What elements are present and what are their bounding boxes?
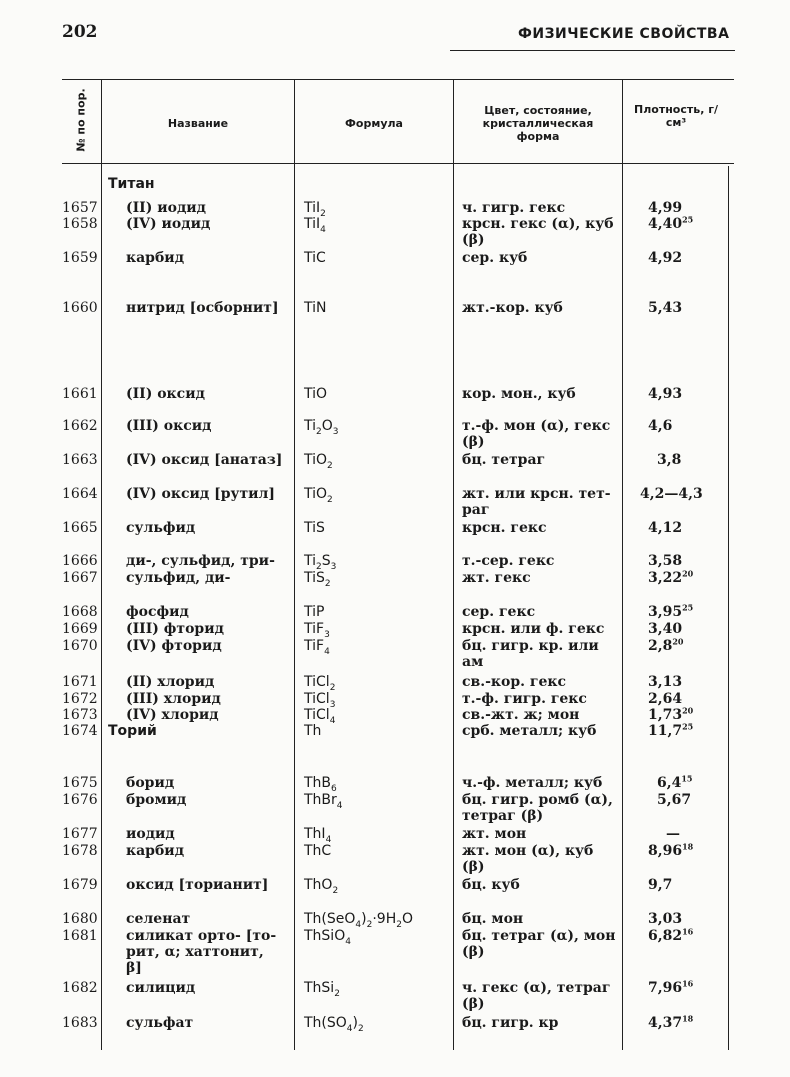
compound-density: —	[666, 826, 680, 842]
compound-description: св.-жт. ж; мон	[462, 707, 580, 723]
row-number: 1671	[62, 674, 98, 690]
compound-name: силикат орто- [то- рит, α; хаттонит, β]	[126, 928, 277, 976]
compound-formula: TiC	[304, 250, 326, 266]
compound-description: бц. куб	[462, 877, 520, 893]
compound-description: т.-ф. гигр. гекс	[462, 691, 587, 707]
row-number: 1668	[62, 604, 98, 620]
column-divider	[622, 80, 623, 1050]
compound-description: бц. гигр. кр. или ам	[462, 638, 599, 670]
compound-density: 4,6	[648, 418, 673, 434]
header-top-rule	[62, 79, 734, 80]
compound-formula: ThB$_6$	[304, 775, 337, 794]
row-number: 1670	[62, 638, 98, 654]
compound-name: ди-, сульфид, три-	[126, 553, 275, 569]
row-number: 1683	[62, 1015, 98, 1031]
compound-density: 4,93	[648, 386, 683, 402]
compound-name: сульфид, ди-	[126, 570, 231, 586]
top-rule	[450, 50, 735, 51]
compound-formula: TiO$_2$	[304, 486, 333, 505]
compound-description: бц. гигр. кр	[462, 1015, 559, 1031]
compound-density: 4,40$^{25}$	[648, 214, 694, 232]
compound-density: 5,43	[648, 300, 683, 316]
compound-formula: TiF$_4$	[304, 638, 330, 657]
compound-density: 3,22$^{20}$	[648, 568, 694, 586]
compound-name: нитрид [осборнит]	[126, 300, 279, 316]
compound-formula: TiCl$_2$	[304, 674, 336, 693]
row-number: 1669	[62, 621, 98, 637]
compound-formula: TiS	[304, 520, 325, 536]
compound-formula: $Ti_2O_3$	[304, 418, 339, 437]
column-divider	[294, 80, 295, 1050]
compound-description: ч. гигр. гекс	[462, 200, 566, 216]
compound-density: 7,96$^{16}$	[648, 978, 694, 996]
compound-name: (III) оксид	[126, 418, 212, 434]
compound-description: срб. металл; куб	[462, 723, 597, 739]
row-number: 1657	[62, 200, 98, 216]
compound-description: бц. мон	[462, 911, 524, 927]
compound-description: св.-кор. гекс	[462, 674, 567, 690]
compound-name: фосфид	[126, 604, 189, 620]
header-formula: Формула	[345, 117, 403, 130]
compound-formula: ThI$_4$	[304, 826, 332, 845]
compound-density: 9,7	[648, 877, 673, 893]
compound-name: сульфид	[126, 520, 196, 536]
compound-density: 4,2—4,3	[640, 486, 703, 502]
column-divider	[453, 80, 454, 1050]
compound-description: жт. гекс	[462, 570, 531, 586]
compound-description: крсн. или ф. гекс	[462, 621, 605, 637]
row-number: 1664	[62, 486, 98, 502]
header-density: Плотность, г/см³	[634, 103, 718, 129]
row-number: 1659	[62, 250, 98, 266]
compound-name: (IV) иодид	[126, 216, 211, 232]
compound-name: борид	[126, 775, 175, 791]
compound-density: 3,58	[648, 553, 683, 569]
compound-name: (IV) оксид [рутил]	[126, 486, 276, 502]
compound-formula: TiN	[304, 300, 327, 316]
compound-description: кор. мон., куб	[462, 386, 576, 402]
compound-name: селенат	[126, 911, 191, 927]
row-number: 1677	[62, 826, 98, 842]
running-head: ФИЗИЧЕСКИЕ СВОЙСТВА	[518, 26, 730, 42]
row-number: 1682	[62, 980, 98, 996]
compound-formula: TiI$_4$	[304, 216, 326, 235]
compound-name: карбид	[126, 250, 185, 266]
compound-formula: $Th(SeO_4)_2\cdot 9H_2O$	[304, 911, 413, 930]
compound-description: крсн. гекс	[462, 520, 547, 536]
compound-name: (IV) хлорид	[126, 707, 219, 723]
row-number: 1672	[62, 691, 98, 707]
compound-formula: ThO$_2$	[304, 877, 339, 896]
header-bottom-rule	[62, 163, 734, 164]
compound-formula: Th	[304, 723, 322, 739]
compound-name: бромид	[126, 792, 187, 808]
compound-density: 8,96$^{18}$	[648, 841, 694, 859]
compound-description: крсн. гекс (α), куб (β)	[462, 216, 614, 248]
header-description: Цвет, состояние, кристаллическая форма	[482, 104, 594, 143]
compound-name: иодид	[126, 826, 175, 842]
compound-formula: TiO$_2$	[304, 452, 333, 471]
compound-description: бц. гигр. ромб (α), тетраг (β)	[462, 792, 613, 824]
compound-density: 3,95$^{25}$	[648, 602, 694, 620]
compound-density: 2,64	[648, 691, 683, 707]
column-divider	[101, 80, 102, 1050]
compound-name: (IV) фторид	[126, 638, 222, 654]
compound-description: т.-ф. мон (α), гекс (β)	[462, 418, 611, 450]
compound-formula: $Th(SO_4)_2$	[304, 1015, 364, 1034]
compound-description: т.-сер. гекс	[462, 553, 555, 569]
row-number: 1667	[62, 570, 98, 586]
compound-formula: ThSi$_2$	[304, 980, 340, 999]
compound-density: $6,4^{15}$	[657, 773, 693, 791]
row-number: 1674	[62, 723, 98, 739]
compound-density: 4,99	[648, 200, 683, 216]
compound-density: 3,40	[648, 621, 683, 637]
compound-name: (II) оксид	[126, 386, 205, 402]
row-number: 1676	[62, 792, 98, 808]
row-number: 1665	[62, 520, 98, 536]
compound-formula: TiS$_2$	[304, 570, 331, 589]
group-label-titanium: Титан	[108, 176, 155, 192]
compound-density: 4,12	[648, 520, 683, 536]
row-number: 1673	[62, 707, 98, 723]
compound-name: оксид [торианит]	[126, 877, 269, 893]
row-number: 1660	[62, 300, 98, 316]
compound-description: жт. или крсн. тет- раг	[462, 486, 611, 518]
column-divider	[728, 166, 729, 1050]
compound-formula: TiP	[304, 604, 325, 620]
compound-density: 6,82$^{16}$	[648, 926, 694, 944]
header-number: № по пор.	[74, 88, 88, 152]
compound-formula: ThC	[304, 843, 332, 859]
compound-name: (II) иодид	[126, 200, 206, 216]
compound-density: 3,8	[657, 452, 682, 468]
compound-formula: TiCl$_3$	[304, 691, 336, 710]
compound-description: сер. гекс	[462, 604, 536, 620]
compound-formula: TiO	[304, 386, 328, 402]
row-number: 1678	[62, 843, 98, 859]
compound-description: жт. мон	[462, 826, 527, 842]
compound-description: бц. тетраг	[462, 452, 546, 468]
row-number: 1675	[62, 775, 98, 791]
compound-description: сер. куб	[462, 250, 528, 266]
row-number: 1662	[62, 418, 98, 434]
row-number: 1680	[62, 911, 98, 927]
compound-formula: TiF$_3$	[304, 621, 330, 640]
row-number: 1679	[62, 877, 98, 893]
compound-formula: TiCl$_4$	[304, 707, 336, 726]
compound-formula: ThBr$_4$	[304, 792, 343, 811]
compound-formula: TiI$_2$	[304, 200, 326, 219]
row-number: 1661	[62, 386, 98, 402]
group-label-thorium: Торий	[108, 723, 157, 739]
compound-name: (III) фторид	[126, 621, 224, 637]
compound-description: ч.-ф. металл; куб	[462, 775, 603, 791]
compound-density: 5,67	[657, 792, 692, 808]
row-number: 1663	[62, 452, 98, 468]
compound-name: сульфат	[126, 1015, 194, 1031]
row-number: 1658	[62, 216, 98, 232]
compound-name: (II) хлорид	[126, 674, 215, 690]
compound-density: 4,92	[648, 250, 683, 266]
compound-name: (III) хлорид	[126, 691, 221, 707]
compound-density: 1,73$^{20}$	[648, 705, 694, 723]
compound-density: 11,7$^{25}$	[648, 721, 694, 739]
row-number: 1666	[62, 553, 98, 569]
compound-formula: ThSiO$_4$	[304, 928, 351, 947]
page-number: 202	[62, 22, 98, 42]
compound-name: (IV) оксид [анатаз]	[126, 452, 283, 468]
compound-description: жт. мон (α), куб (β)	[462, 843, 594, 875]
compound-formula: $Ti_2S_3$	[304, 553, 337, 572]
compound-name: карбид	[126, 843, 185, 859]
compound-density: 3,13	[648, 674, 683, 690]
compound-density: $2,8^{20}$	[648, 636, 684, 654]
compound-density: 3,03	[648, 911, 683, 927]
compound-density: 4,37$^{18}$	[648, 1013, 694, 1031]
compound-description: жт.-кор. куб	[462, 300, 563, 316]
header-name: Название	[167, 117, 229, 130]
row-number: 1681	[62, 928, 98, 944]
compound-description: бц. тетраг (α), мон (β)	[462, 928, 616, 960]
compound-description: ч. гекс (α), тетраг (β)	[462, 980, 611, 1012]
compound-name: силицид	[126, 980, 196, 996]
